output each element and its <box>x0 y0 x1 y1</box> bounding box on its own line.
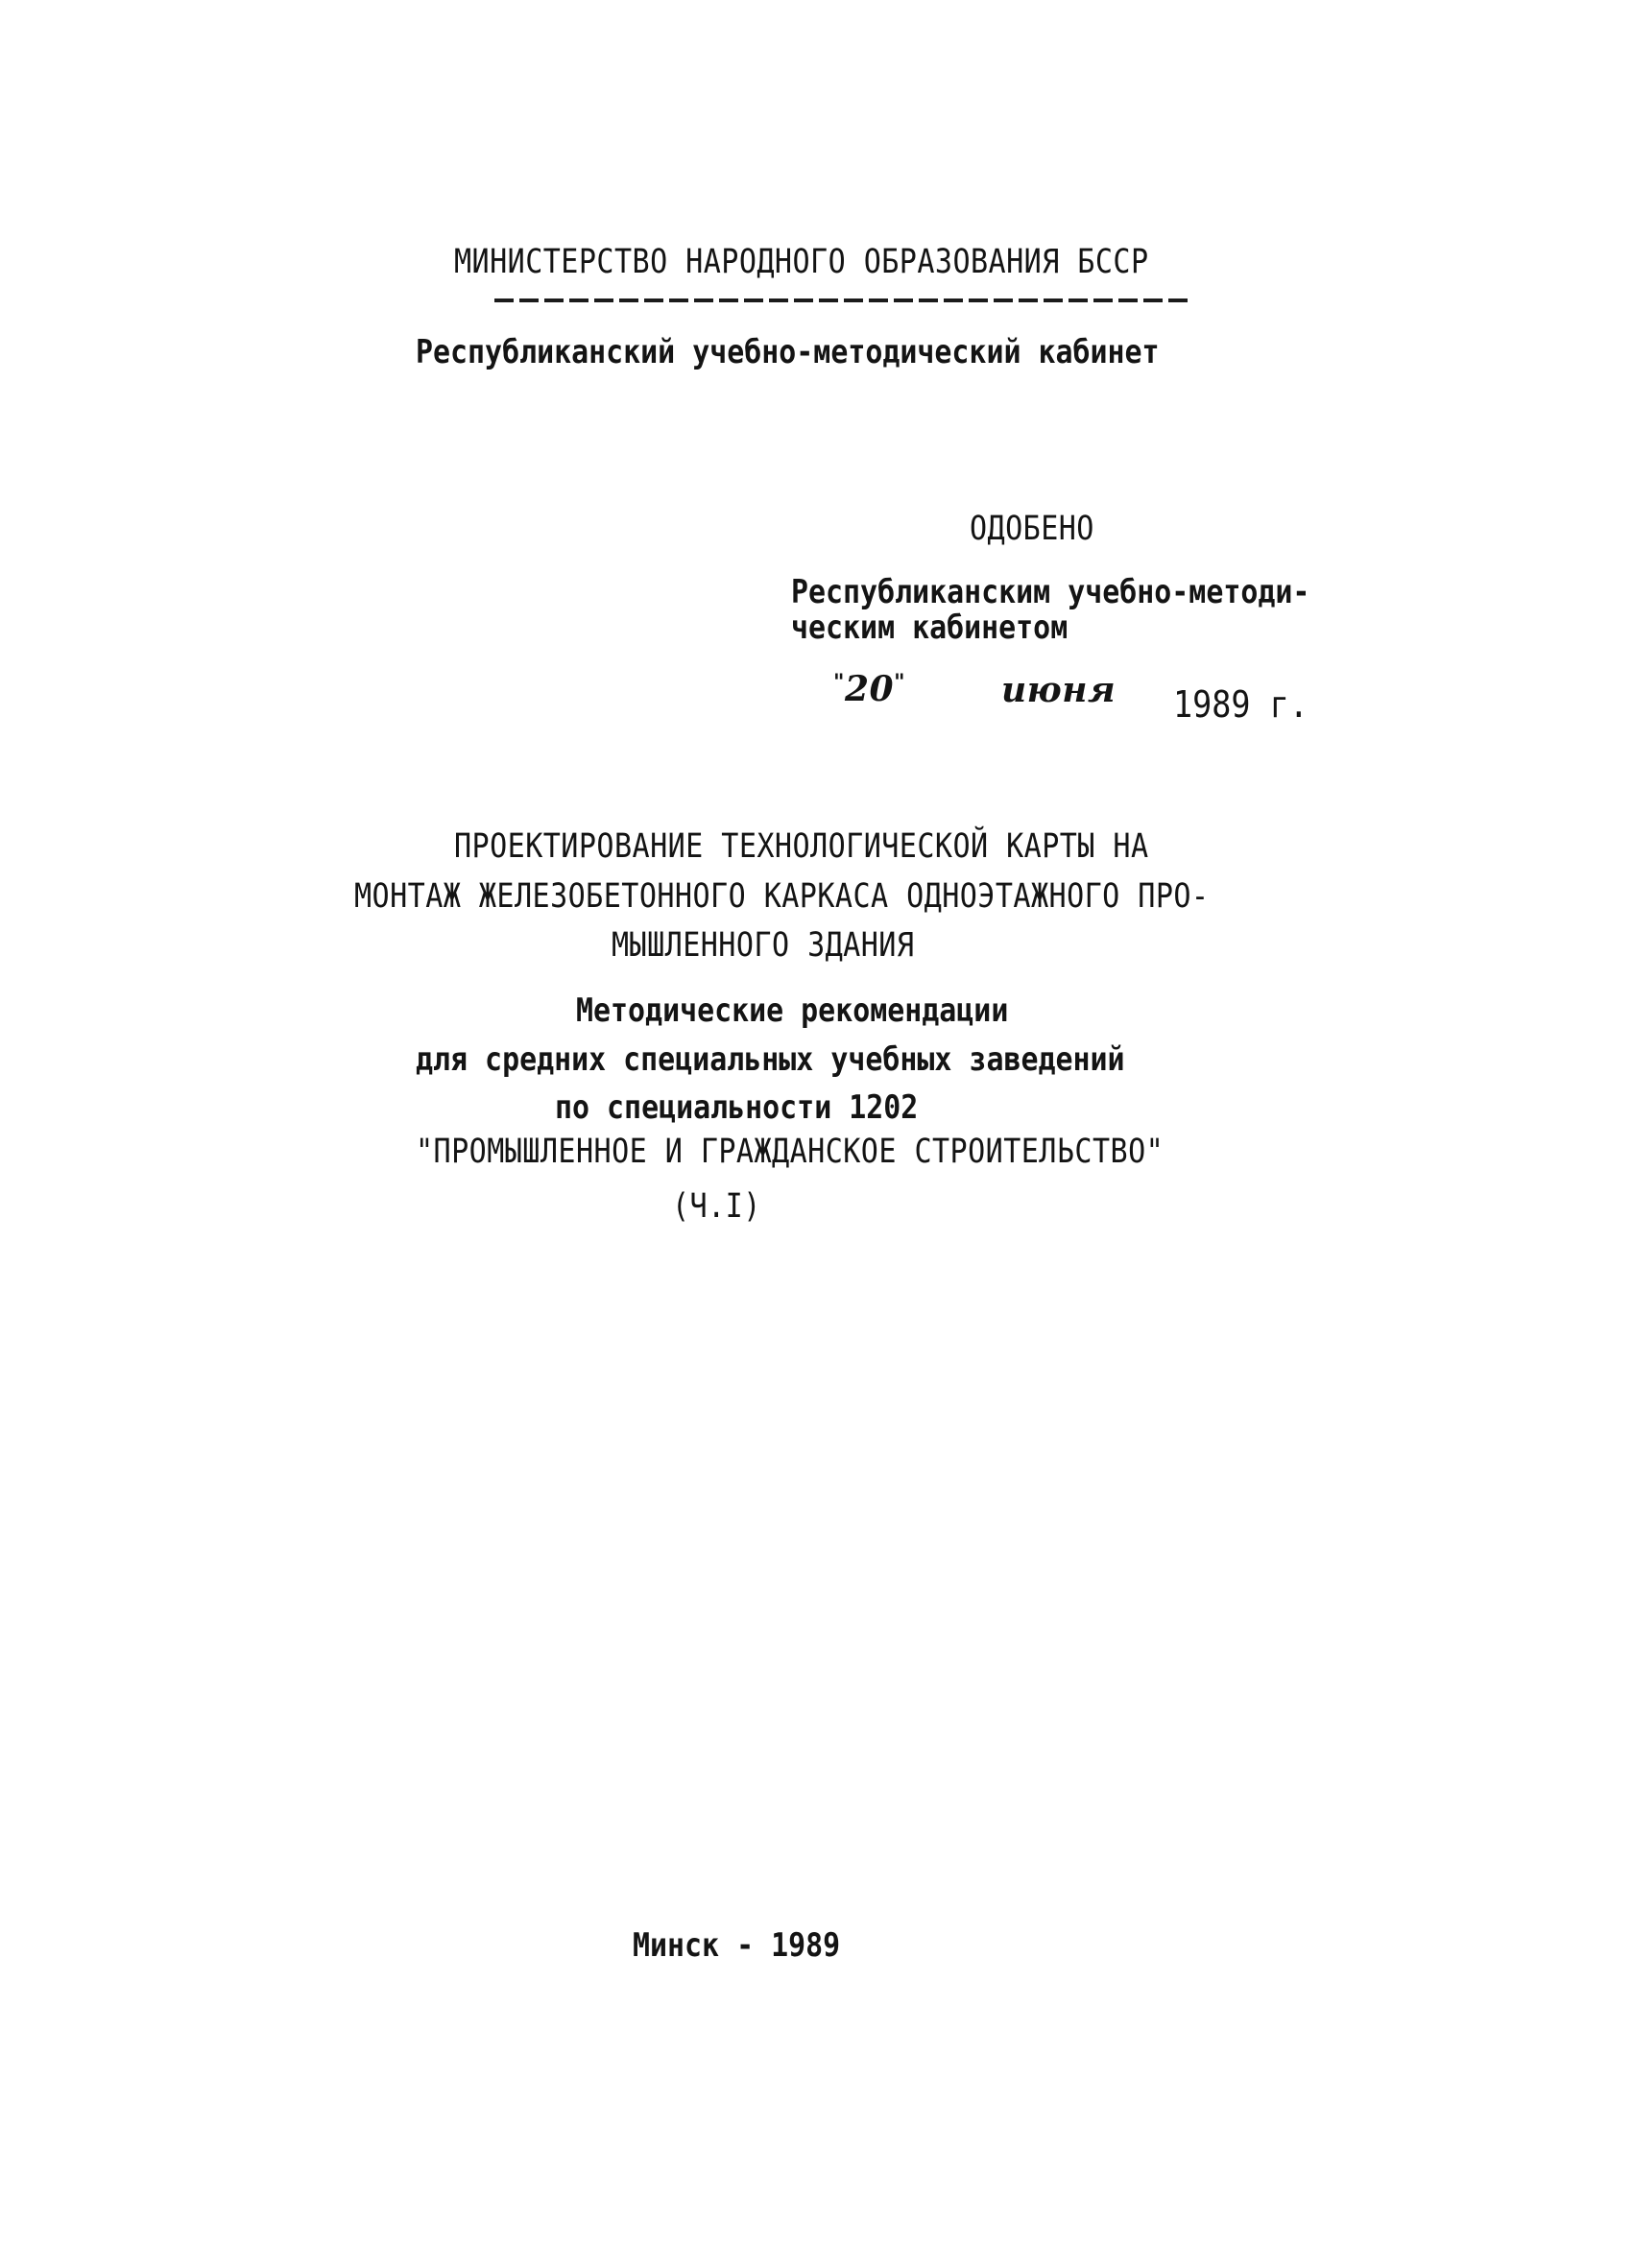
approval-date-year: 1989 г. <box>1173 683 1309 726</box>
part-label: (Ч.I) <box>672 1187 761 1226</box>
subtitle-line-2: для средних специальных учебных заведений <box>416 1040 1125 1079</box>
approval-date-month: июня <box>1001 670 1117 710</box>
approval-date: "20" <box>833 669 906 709</box>
subtitle-line-1: Методические рекомендации <box>576 991 1009 1030</box>
title-line-1: ПРОЕКТИРОВАНИЕ ТЕХНОЛОГИЧЕСКОЙ КАРТЫ НА <box>454 827 1149 866</box>
approval-date-day: 20 <box>844 669 895 709</box>
approval-status: ОДОБЕНО <box>970 510 1094 548</box>
title-line-2: МОНТАЖ ЖЕЛЕЗОБЕТОННОГО КАРКАСА ОДНОЭТАЖНОГО ПРО- <box>354 877 1210 916</box>
dashed-separator <box>494 298 1191 302</box>
cabinet-heading: Республиканский учебно-методический кабинет <box>416 333 1160 371</box>
approval-by-line-1: Республиканским учебно-методи- <box>791 573 1310 611</box>
approval-by-line-2: ческим кабинетом <box>791 609 1069 647</box>
footer-place-year: Минск - 1989 <box>633 1926 841 1965</box>
specialty-line: "ПРОМЫШЛЕННОЕ И ГРАЖДАНСКОЕ СТРОИТЕЛЬСТВО" <box>416 1133 1165 1171</box>
subtitle-line-3: по специальности 1202 <box>555 1088 919 1127</box>
ministry-heading: МИНИСТЕРСТВО НАРОДНОГО ОБРАЗОВАНИЯ БССР <box>454 243 1149 281</box>
title-line-3: МЫШЛЕННОГО ЗДАНИЯ <box>612 926 915 965</box>
